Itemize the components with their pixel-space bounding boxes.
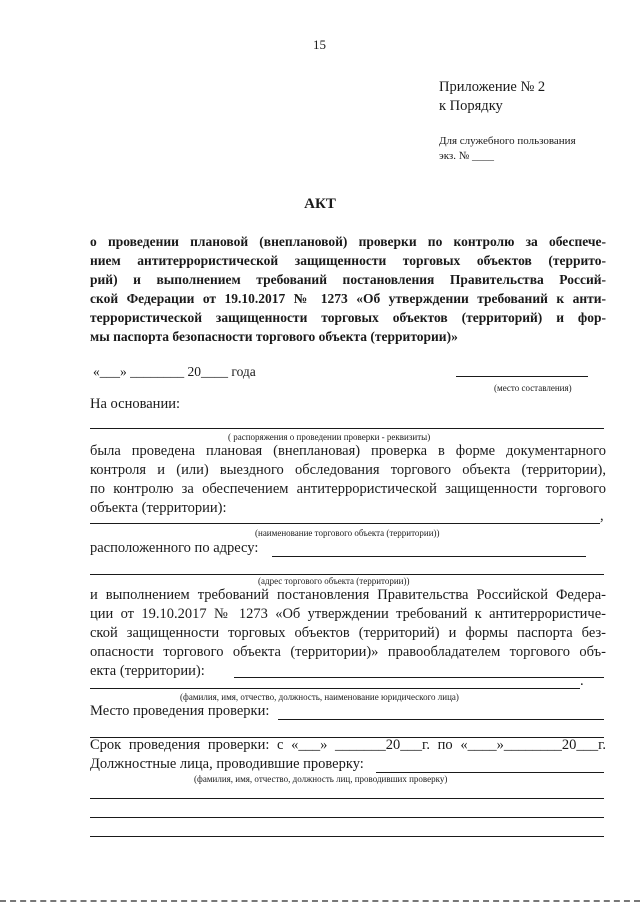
- basis-underline: [90, 428, 604, 429]
- subtitle-line: нием антитеррористической защищенности торговых объектов (террито-: [90, 253, 606, 268]
- owner-period: .: [580, 673, 584, 689]
- officials-underline-2: [90, 798, 604, 799]
- body-line: опасности торгового объекта (территории)» правообладателем торгового объ-: [90, 644, 606, 660]
- body-line: екта (территории):: [90, 663, 205, 679]
- subtitle-line: о проведении плановой (внеплановой) проверки по контролю за обеспече-: [90, 234, 606, 249]
- subtitle-line: ской Федерации от 19.10.2017 № 1273 «Об утверждении требований к анти-: [90, 291, 606, 306]
- body-line: ской защищенности торговых объектов (территорий) и формы паспорта без-: [90, 625, 606, 641]
- date-field: «___» ________ 20____ года: [93, 364, 256, 379]
- object-caption: (наименование торгового объекта (территории)): [255, 528, 440, 538]
- officials-label: Должностные лица, проводившие проверку:: [90, 756, 364, 772]
- address-underline-2: [90, 574, 604, 575]
- address-underline-1: [272, 556, 586, 557]
- subtitle-line: мы паспорта безопасности торгового объекта (территории)»: [90, 329, 458, 344]
- officials-underline-3: [90, 817, 604, 818]
- classification-line-2: экз. № ____: [439, 150, 495, 162]
- body-line: и выполнением требований постановления Правительства Российской Федера-: [90, 587, 606, 603]
- basis-label: На основании:: [90, 396, 180, 412]
- venue-underline-1: [278, 719, 604, 720]
- classification-line-1: Для служебного пользования: [439, 135, 576, 147]
- period-line: Срок проведения проверки: с «___» _______20___г. по «____»________20___г.: [90, 737, 606, 753]
- officials-underline-4: [90, 836, 604, 837]
- venue-label: Место проведения проверки:: [90, 703, 270, 719]
- object-comma: ,: [600, 508, 604, 524]
- owner-underline-1: [234, 677, 604, 678]
- appendix-line-1: Приложение № 2: [439, 79, 546, 95]
- address-label: расположенного по адресу:: [90, 540, 259, 556]
- body-line: ции от 19.10.2017 № 1273 «Об утверждении требований к антитеррористиче-: [90, 606, 606, 622]
- document-title: АКТ: [304, 196, 336, 212]
- officials-underline-1: [376, 772, 604, 773]
- officials-caption: (фамилия, имя, отчество, должность лиц, проводивших проверку): [194, 774, 448, 784]
- place-underline: [456, 376, 588, 377]
- owner-underline-2: [90, 688, 580, 689]
- scan-bottom-edge: [0, 900, 640, 902]
- place-caption: (место составления): [494, 383, 572, 393]
- object-underline: [90, 523, 600, 524]
- owner-caption: (фамилия, имя, отчество, должность, наименование юридического лица): [180, 692, 459, 702]
- subtitle-line: рий) и выполнением требований постановления Правительства Россий-: [90, 272, 606, 287]
- body-line: была проведена плановая (внеплановая) проверка в форме документарного: [90, 443, 606, 459]
- body-line: по контролю за обеспечением антитеррористической защищенности торгового: [90, 481, 606, 497]
- basis-caption: ( распоряжения о проведении проверки - реквизиты): [228, 432, 431, 442]
- subtitle-line: террористической защищенности торговых объектов (территорий) и фор-: [90, 310, 606, 325]
- page-number: 15: [313, 37, 326, 52]
- body-line: контроля и (или) выездного обследования торгового объекта (территории),: [90, 462, 606, 478]
- body-line: объекта (территории):: [90, 500, 227, 516]
- address-caption: (адрес торгового объекта (территории)): [258, 576, 410, 586]
- appendix-line-2: к Порядку: [439, 98, 503, 114]
